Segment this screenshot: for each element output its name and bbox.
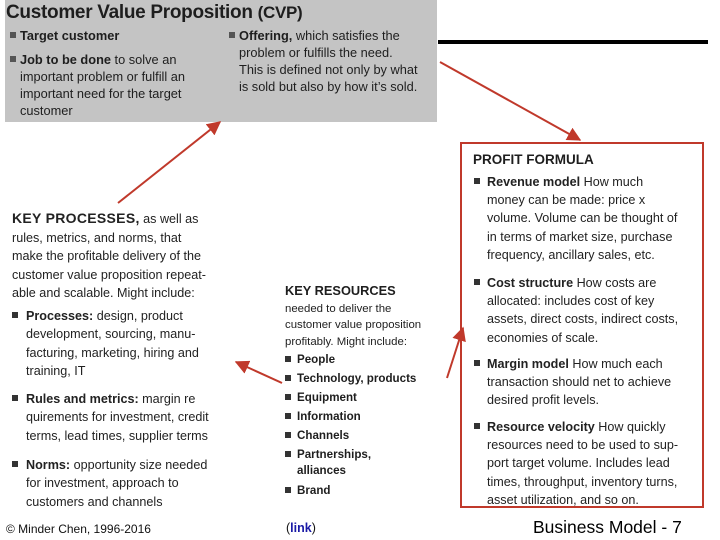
profit-item-line: times, throughput, inventory turns,	[487, 474, 678, 489]
key-process-label: Norms:	[26, 458, 71, 472]
profit-item-line: in terms of market size, purchase	[487, 229, 673, 244]
profit-item-line: volume. Volume can be thought of	[487, 211, 678, 226]
key-process-line: opportunity size needed	[70, 458, 208, 472]
cvp-target-label: Target customer	[20, 28, 120, 43]
cvp-offering-label: Offering,	[239, 28, 293, 43]
profit-item-line: port target volume. Includes lead	[487, 456, 670, 471]
key-process-line: customers and channels	[26, 494, 163, 509]
copyright-text: © Minder Chen, 1996-2016	[6, 522, 151, 536]
link-wrapper	[286, 521, 316, 535]
key-resources-intro-line: needed to deliver the	[285, 303, 392, 315]
profit-item-label: Cost structure	[487, 276, 574, 290]
key-process-line: margin re	[138, 392, 196, 406]
key-processes-title-rest: as well as	[139, 212, 199, 226]
profit-item-line: How costs are	[573, 276, 657, 290]
key-process-line: terms, lead times, supplier terms	[26, 428, 208, 443]
key-resources-intro-line: profitably. Might include:	[285, 335, 407, 348]
profit-item-line: desired profit levels.	[487, 393, 599, 408]
cvp-offering-line: This is defined not only by what	[239, 62, 418, 77]
key-resources-title: KEY RESOURCES	[285, 283, 396, 298]
key-processes-title-bold: KEY PROCESSES,	[12, 210, 140, 226]
profit-item-line: How much each	[568, 357, 663, 371]
profit-item-label: Margin model	[487, 357, 569, 371]
key-processes-intro-line: make the profitable delivery of the	[12, 249, 202, 264]
key-resource-label: Brand	[297, 484, 331, 497]
key-resource-label: Channels	[297, 429, 350, 442]
link-close-paren: )	[311, 521, 316, 535]
key-process-line: quirements for investment, credit	[26, 410, 209, 425]
key-process-line: for investment, approach to	[26, 476, 179, 491]
profit-item-line: How quickly	[594, 420, 666, 434]
slide-label: Business Model - 7	[533, 517, 682, 537]
key-process-line: facturing, marketing, hiring and	[26, 345, 199, 360]
key-process-label: Processes:	[26, 309, 94, 323]
cvp-offering-line: which satisfies the	[292, 28, 400, 43]
profit-item-line: How much	[580, 175, 644, 189]
cvp-job-line: customer	[20, 103, 73, 118]
key-resource-label: Information	[297, 410, 361, 423]
key-process-label: Rules and metrics:	[26, 392, 139, 406]
key-processes-intro-line: customer value proposition repeat-	[12, 267, 206, 282]
key-process-line: design, product	[93, 309, 183, 323]
key-processes-intro-line: able and scalable. Might include:	[12, 285, 195, 300]
cvp-job-label: Job to be done	[20, 52, 111, 67]
key-process-line: development, sourcing, manu-	[26, 327, 196, 342]
profit-formula-title: PROFIT FORMULA	[473, 152, 594, 167]
key-resource-label: Technology, products	[297, 372, 417, 385]
profit-item-label: Revenue model	[487, 175, 581, 189]
profit-item-label: Resource velocity	[487, 420, 595, 434]
source-link[interactable]: link	[290, 521, 312, 535]
cvp-title-abbr: (CVP)	[257, 3, 303, 22]
profit-item-line: allocated: includes cost of key	[487, 294, 655, 309]
cvp-title-text: Customer Value Proposition	[6, 2, 253, 23]
key-process-line: training, IT	[26, 363, 86, 378]
cvp-offering-line: problem or fulfills the need.	[239, 45, 393, 60]
profit-item-line: resources need to be used to sup-	[487, 438, 679, 453]
key-resource-label: alliances	[297, 464, 346, 477]
key-processes-intro-line: rules, metrics, and norms, that	[12, 231, 182, 245]
cvp-job-line: to solve an	[111, 52, 177, 67]
key-resource-label: Partnerships,	[297, 448, 372, 461]
cvp-job-line: important need for the target	[20, 86, 182, 101]
profit-item-line: assets, direct costs, indirect costs,	[487, 312, 679, 327]
key-resources-intro-line: customer value proposition	[285, 319, 422, 332]
arrow-resources-to-profit	[447, 328, 463, 378]
arrow-resources-to-processes	[236, 362, 282, 383]
cvp-offering-line: is sold but also by how it’s sold.	[239, 79, 418, 94]
profit-item-line: economies of scale.	[487, 330, 599, 345]
profit-item-line: money can be made: price x	[487, 193, 646, 208]
arrow-processes-to-cvp	[118, 122, 220, 203]
cvp-job-line: important problem or fulfill an	[20, 69, 186, 84]
arrow-cvp-to-profit	[440, 62, 580, 140]
profit-item-line: frequency, ancillary sales, etc.	[487, 247, 655, 262]
key-resource-label: People	[297, 353, 336, 366]
profit-item-line: transaction should net to achieve	[487, 375, 672, 390]
profit-item-line: asset utilization, and so on.	[487, 492, 639, 507]
link-open-paren: (	[286, 521, 291, 535]
key-resource-label: Equipment	[297, 391, 357, 404]
